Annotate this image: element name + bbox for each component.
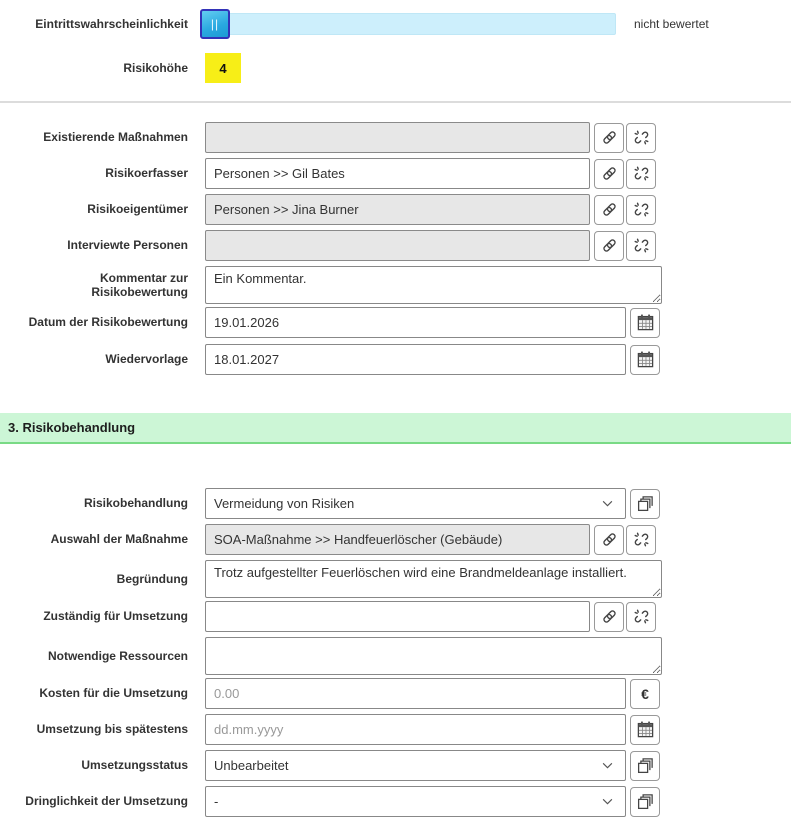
unlink-icon: [633, 237, 650, 254]
existing-controls-label: Existierende Maßnahmen: [43, 130, 188, 145]
measure-link-button[interactable]: [594, 525, 624, 555]
follow-up-row: [0, 344, 791, 375]
link-icon: [601, 201, 618, 218]
treatment-select-value: Vermeidung von Risiken: [214, 496, 355, 511]
probability-label: Eintrittswahrscheinlichkeit: [35, 16, 188, 31]
existing-controls-row: [0, 122, 791, 153]
deadline-label: Umsetzung bis spätestens: [36, 722, 188, 737]
euro-currency-button[interactable]: €: [630, 679, 660, 709]
copy-icon: [636, 495, 654, 513]
chevron-down-icon: [600, 496, 615, 511]
urgency-row: [0, 786, 791, 817]
resources-row: [0, 637, 791, 675]
unlink-icon: [633, 201, 650, 218]
responsible-link-button[interactable]: [594, 602, 624, 632]
status-row: [0, 750, 791, 781]
justification-row: [0, 560, 791, 598]
assessment-date-row: [0, 307, 791, 338]
status-select-value: Unbearbeitet: [214, 758, 289, 773]
interviewed-unlink-button[interactable]: [626, 231, 656, 261]
probability-slider-track[interactable]: [205, 13, 616, 35]
interviewed-field: [205, 230, 590, 261]
justification-label: Begründung: [116, 571, 188, 586]
link-icon: [601, 531, 618, 548]
resources-field[interactable]: [205, 637, 662, 675]
risk-owner-label: Risikoeigentümer: [87, 202, 188, 217]
follow-up-label: Wiedervorlage: [105, 352, 188, 367]
chevron-down-icon: [600, 758, 615, 773]
risk-level-badge: 4: [205, 53, 241, 83]
risk-owner-link-button[interactable]: [594, 195, 624, 225]
interviewed-label: Interviewte Personen: [67, 238, 188, 253]
calendar-icon: [636, 313, 655, 332]
measure-label: Auswahl der Maßnahme: [50, 532, 188, 547]
status-copy-button[interactable]: [630, 751, 660, 781]
risk-recorder-label: Risikoerfasser: [105, 166, 188, 181]
costs-label: Kosten für die Umsetzung: [39, 686, 188, 701]
risk-owner-unlink-button[interactable]: [626, 195, 656, 225]
treatment-label: Risikobehandlung: [83, 496, 188, 511]
probability-slider-handle[interactable]: [200, 9, 230, 39]
risk-recorder-field[interactable]: [205, 158, 590, 189]
unlink-icon: [633, 165, 650, 182]
risk-owner-row: [0, 194, 791, 225]
calendar-icon: [636, 720, 655, 739]
responsible-field[interactable]: [205, 601, 590, 632]
unlink-icon: [633, 129, 650, 146]
link-icon: [601, 165, 618, 182]
risk-recorder-unlink-button[interactable]: [626, 159, 656, 189]
treatment-row: [0, 488, 791, 519]
assessment-date-calendar-button[interactable]: [630, 308, 660, 338]
copy-icon: [636, 757, 654, 775]
section-header-risikobehandlung: [0, 413, 791, 444]
urgency-label: Dringlichkeit der Umsetzung: [25, 794, 188, 809]
urgency-copy-button[interactable]: [630, 787, 660, 817]
slider-handle-grip-icon: ||: [210, 17, 220, 31]
measure-unlink-button[interactable]: [626, 525, 656, 555]
measure-field: [205, 524, 590, 555]
risk-recorder-link-button[interactable]: [594, 159, 624, 189]
existing-controls-link-button[interactable]: [594, 123, 624, 153]
unlink-icon: [633, 531, 650, 548]
assessment-date-field[interactable]: [205, 307, 626, 338]
follow-up-calendar-button[interactable]: [630, 345, 660, 375]
follow-up-field[interactable]: [205, 344, 626, 375]
chevron-down-icon: [600, 794, 615, 809]
comment-row: [0, 266, 791, 304]
treatment-select[interactable]: [205, 488, 626, 519]
assessment-date-label: Datum der Risikobewertung: [28, 315, 188, 330]
risk-level-row: [0, 53, 791, 83]
comment-field[interactable]: [205, 266, 662, 304]
resources-label: Notwendige Ressourcen: [47, 648, 188, 663]
probability-status-text: nicht bewertet: [634, 17, 709, 31]
comment-label: Kommentar zur Risikobewertung: [91, 270, 188, 299]
section-divider: [0, 101, 791, 103]
link-icon: [601, 608, 618, 625]
risk-level-label: Risikohöhe: [123, 60, 188, 75]
calendar-icon: [636, 350, 655, 369]
probability-row: [0, 9, 791, 39]
responsible-label: Zuständig für Umsetzung: [43, 609, 188, 624]
copy-icon: [636, 793, 654, 811]
treatment-copy-button[interactable]: [630, 489, 660, 519]
interviewed-link-button[interactable]: [594, 231, 624, 261]
status-select[interactable]: [205, 750, 626, 781]
existing-controls-field: [205, 122, 590, 153]
status-label: Umsetzungsstatus: [81, 758, 188, 773]
unlink-icon: [633, 608, 650, 625]
link-icon: [601, 237, 618, 254]
existing-controls-unlink-button[interactable]: [626, 123, 656, 153]
interviewed-row: [0, 230, 791, 261]
deadline-field[interactable]: [205, 714, 626, 745]
risk-recorder-row: [0, 158, 791, 189]
deadline-calendar-button[interactable]: [630, 715, 660, 745]
justification-field[interactable]: [205, 560, 662, 598]
costs-field[interactable]: [205, 678, 626, 709]
responsible-unlink-button[interactable]: [626, 602, 656, 632]
responsible-row: [0, 601, 791, 632]
urgency-select-value: -: [214, 794, 219, 809]
link-icon: [601, 129, 618, 146]
deadline-row: [0, 714, 791, 745]
risk-owner-field: [205, 194, 590, 225]
urgency-select[interactable]: [205, 786, 626, 817]
measure-row: [0, 524, 791, 555]
section-title: 3. Risikobehandlung: [8, 420, 136, 435]
probability-slider: [205, 9, 616, 39]
costs-row: [0, 678, 791, 709]
